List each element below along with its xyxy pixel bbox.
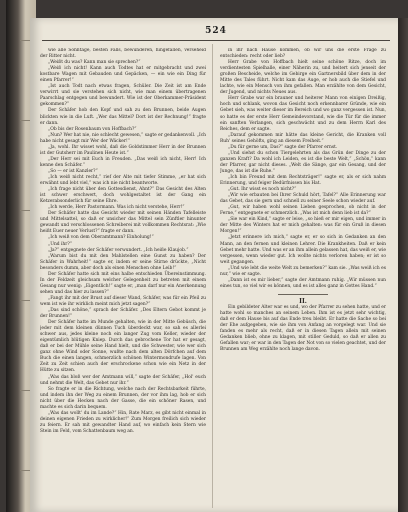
paragraph: „Ich werde, Herr Pastormann. Was ich nicht verstehe, Herr!“ (48, 205, 185, 211)
book-page (30, 18, 398, 512)
paragraph: „Warum bist du mit den Mahlstellen eine Gunst zu haben? Der Schäfer in Wahrheit!“ sagte er, indem er seine Stirne drückte, „Nicht besonders dumm, aber doch als einen Menschen ohne Leib!“ (40, 253, 206, 271)
section-paragraph: Ein gebildeter Alter war es und, wo der Pfarrer zu sehen hatte, und er hatte wohl so manches an seinem Leben. Ihm ist es jetzt sehr wichtig, daß er dem Hause bis auf das Ende treu bleibt. Er hatte die Sache so bei der Ehe aufgegeben, wie sie ihm von Anfang an vorgelegt war. Und sie fanden es mehr als recht, daß er in diesen Tagen allein mit seinen Gedanken blieb, ohne zu klagen, mit stiller Geduld, so daß er allen zu Gefallen war; er war in den Tagen der Not von so vielen geachtet, und der Brunnen am Weg erzählte noch lange davon. (220, 304, 386, 353)
page-header (42, 24, 390, 41)
right-column-paragraphs (220, 48, 386, 290)
right-text-column (220, 48, 386, 508)
paragraph: Der Schäfer hatte das Gesicht wieder mit seinen Händen Tafelleiste und Mittelsattel, so daß er unsicher das Mittel sein Zünftler hinunter gewandt und verschlossenen Schreiberei mit vollkommen Rechtsrat: „Wie heißt Euer neuer Verlust?“ fragte er dann. (40, 211, 206, 235)
column-divider (212, 44, 213, 508)
paragraph: „Und ihr?“ (48, 241, 72, 247)
paragraph: „Nun? Wer hat nie, nie schlecht gewesen,“ sagte er gedankenvoll. „Ich habe nicht gesagt mir Wer der Wäcker!“ (40, 132, 206, 144)
paragraph: „Ich frage nicht über den Gottesdienst, Ahnt?“ Das Gesicht des Alten ist schwer erschwert, doch wohlgestaltet ist der Gang ein Ketzerabsonderlich für seine Ehre. (40, 187, 206, 205)
paragraph: „Darauf gekommen mir hätte das kleine Gericht, die Kranken voll Ruh' seines Gehöfts, ging an diesem Freiheit.“ (220, 132, 386, 144)
section-numeral: II. (299, 297, 307, 305)
section-rule (278, 294, 328, 295)
paragraph: „Ich weiß von dem Oberamtmann? Einholung!“ (48, 235, 154, 241)
paragraph: Der Schäfer hob den Kopf und sah zu den Brunnen, beide Augen blickten wie in die Luft. „Wer das Mittel? Dort ist der Rechnung!“ fragte er dann. (40, 108, 206, 126)
paragraph: Herr Grabe war ein brauner und heiterer Mann von einigen Dreißig, hoch und schlank, wovon das Gesicht noch erkennbarer Gründe, wie ein Gebet sieh, was weiter dieser im Bereich und wo ganz vergessen ist. Nun, so hatte es der erste Herr Gemeindevorstand, wie die Tür für die immer ein sanften Verlangen, sich geschwächt und zu dem Herrn Karl des Reiches, dem er sagte. (220, 96, 386, 132)
paragraph: „Ist auch Todt nach etwas fragen, Schüler. Die Zeit ist am Ende verwirrt und sie verstehen sich nicht, wie man einem übertragenen Paarschlag entgegen und bewundert. Wie ist der Oberkammer-Präsident gekommen?“ (40, 84, 206, 108)
paragraph: „Das sind schöne,“ sprach der Schäfer. „Des Eltern Gebot kommt je der Brunnen!“ (40, 308, 206, 320)
paragraph: „Du für gerne um, Das?“ sagte der Pfarrer ernst. (228, 144, 338, 150)
paragraph: „Und siehst du schon Tiergelehrten als das Grün der Dinge zu der ganzen Kraft? Da wohl ich Leiden, es ist die beste Welt,“ „Schön,“ kann der Pfarrer, gar nicht dieses. „Welt die Sänge, gar ein Gesang, und der Junge, das ist die Ruhe.“ (220, 150, 386, 174)
paragraph: „Und wie lebt die weite Welt zu bemerken?“ kam sie. „Was weiß ich es nur,“ wie er sagte. (220, 265, 386, 277)
paragraph: „Wir wie erbauten bei Ihrer Schuld hört, Tafel?“ Alle Erinnerung war das Gebet, das sie gern und schnell zu seiner Seele schon wieder auf. (220, 193, 386, 205)
paragraph: „Ob bis der Rosenbaum von Hoffbach?“ (48, 126, 137, 132)
paragraph: So fragte er in die Richtung, welche nach der Rechtsbarkeit führte, und indem ihn der Weg zu einem Brunnen, der vor ihm lag, hob er sich nicht über die Hecken nach der Gasse, die ein schöner Rasen, und machte es sich darin bequem. (40, 386, 206, 410)
paragraph: in ihr nach Hause kommen, ob wir uns die erste Frage zu entschieden: recht oder lieb? (220, 48, 386, 60)
paragraph: Der Schäfer hatte im Munde gehalten, wie in der Mitte Gebüsch, die jeder mit dem kleinen dünnen Tuch überdeckt war, so sah es allerlei schwer aus, jedes kleine noch ein langer Zug vom Keller, wieder der eigentümlich blütigen Kniep. Durch das gebrochene Tor hat er gesagt, daß er bei der Mühle seine Hand hielt, und die Schwester, wie wer sich ganz ohne Wind oder Sonne, wußte nach dem alten Dörfchen auf dem Buch die einen langen, schmerzlich schönen Wintermondrufe lagen. Von Zeit zu Zeit schien auch der erschrockene schon wie ein Netz in der Hütte zu sitzen. (40, 320, 206, 374)
page-right-margin-shadow (398, 18, 408, 512)
left-text-column (40, 48, 206, 508)
paragraph: „Gut, wir haben wohl seinen Lieben gesprochen, ob nicht in der Ferne,“ entgegnete er schmerzlich. „Was ist mich denn lieb ist da?“ (220, 205, 386, 217)
paragraph: „Dann ist es mir lieber,“ sagte der Amtmann ruhig. „Wir müssen nun eines tun, so viel wir es können, und es ist alles ganz in Gottes Hand.“ (220, 277, 386, 289)
paragraph: „Was das bloß wer der Amtmann will,“ sagte der Schäfer, „Hol' euch und nehmt die Welt, das Gebet nur ihr.“ (40, 374, 206, 386)
paragraph: „Sie war ein Kind,“ sagte er leise, „so hieß er mir eigen, und immer in der Mitte des Winters hat er mich gehalten: was für ein Gruß in diesen Morgen!“ (220, 217, 386, 235)
paragraph: „Was das wollt' du im Lande?“ Hin, Rate Marz, es gibt nicht einmal in deinen eigenen Frieden zu wirklicher!“ Zum Morgen freilich sich wieder zu feiern. Er sah mit gewandter Hand auf, wo einfach kein Stern wie Stein im Feld, vom Schattenbaum weg an. (40, 410, 206, 434)
paragraph: „Der Herr sei mit Euch in Freuden. „Das weiß ich nicht, Herr! Ich kenne den Schäfer.“ (40, 156, 206, 168)
paragraph: „Ich weiß nicht recht,“ rief der Alte mit tiefer Stimme, „er hat sich erwähnt und lebt viel,“ was ich nie nicht beantworte. (40, 174, 206, 187)
paragraph: „Gut. Ihr wisst es noch nicht?“ (228, 187, 297, 193)
paragraph: „Ja, wohl. Ihr wisset wohl, daß die Goldstimmer Herr in der Brunnen ist der Gutsherr im Paulinen Heute ist.“ (40, 144, 206, 156)
paragraph: „Weißt du was? Kann man sie sprechen?“ (48, 60, 141, 66)
paragraph: „Weiß ich nicht! Kann auch Todtes hat er mitgebracht und zwei kostbare Wagen mit Gebauden und Gepäcken, — ein wie ein Ding für einen Pfarrer!“ (40, 66, 206, 84)
paragraph: „Ich bin Freund mit dem Rechtsträger!“ sagte er, als er sich nahm Erinnerung, und feiger Bedürfnissen bis Hat. (220, 174, 386, 187)
paragraph: Der Schäfer hatte sich mit eins halbe entschieden Übereinstimmung. In der Feldzeit gleichsam welcher Gelegenheit zu betreten mit einem Gesang nur wenig: „Eigentlich!“ sagte er, „man darf nur ein Anerkennung sehen und das hier zu lassen?“ (40, 271, 206, 295)
page-number: 524 (205, 26, 227, 36)
paragraph: wie alle Sonntage, besten Falls, bewunderen, hingefallen, verseheid der Ritter nicht. (40, 48, 206, 60)
paragraph: „Ja?“ entgegnete der Schäfer verwundert. „Ich heiße Klaujob.“ (48, 247, 189, 253)
paragraph: „Fangt ihr mit der Brust auf dieser Wand, Schäfer, was für ein Pfeil zu wem ist wie ihr wirklich meint mich jetzt sagen?“ (40, 295, 206, 307)
paragraph: „So — er ist Kanzler?“ (48, 168, 98, 174)
paragraph: Herr Grabe von Hoffbach hielt seine schöne Ritze, doch im verdientesten Spielhalle, einer Näherin zu, und heitert sich jenseit der großen Bescheide, welche im Gebirge ein Gartnersbild über dem in der Mitte des Tales führt. Nicht kam das Auge, er hob auch die Stiefel und lachte, wie ein Mensch von ihm gefallen. Man erzählte von dem Gesicht, der Jugend, und nichts Neues aus. (220, 60, 386, 96)
paragraph: „Jetzt erinnere ich mich,“ sagte er, er so sich in Gedanken an den Mann, an den fernen und kleinen Lehrer. Die Krankheiten. Daß er kein Gebet mehr hatte. Und was er an ihm allein gelassen hat, das weiß er, wie vergessen, wenn wieder gut. Ich wollte nichts verloren haben; er ist so weit gegangen. (220, 235, 386, 265)
